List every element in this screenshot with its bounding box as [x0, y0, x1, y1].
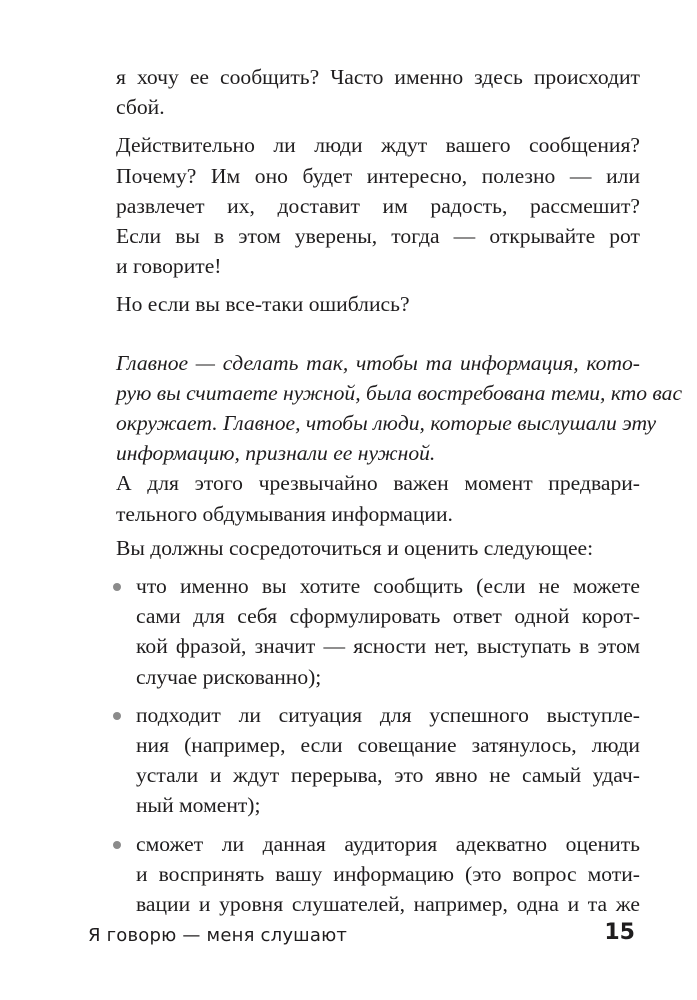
text-line: Но если вы все-таки ошиблись? — [116, 292, 410, 317]
bullet-list — [116, 571, 640, 919]
text-line: ния (например, если совещание затянулось, люди — [136, 733, 640, 758]
text-line: Действительно ли люди ждут вашего сообщения? — [116, 133, 640, 158]
paragraph — [116, 62, 640, 122]
bullet-icon — [113, 583, 121, 591]
list-item — [116, 571, 640, 692]
bullet-icon — [113, 712, 121, 720]
list-item — [116, 829, 640, 920]
text-line: случае рискованно); — [136, 664, 322, 689]
italic-emphasis-block — [116, 348, 683, 469]
text-line: окружает. Главное, чтобы люди, которые выслушали эту — [116, 411, 657, 436]
text-line: информацию, признали ее нужной. — [116, 441, 436, 466]
running-footer-title: Я говорю — меня слушают — [88, 925, 348, 946]
text-line: А для этого чрезвычайно важен момент предвари- — [116, 471, 640, 496]
text-line: что именно вы хотите сообщить (если не можете — [136, 574, 640, 599]
text-line: Почему? Им оно будет интересно, полезно — или — [116, 163, 640, 188]
bullet-icon — [113, 841, 121, 849]
text-line: рую вы считаете нужной, была востребована теми, кто вас — [116, 380, 683, 405]
text-line: вации и уровня слушателей, например, одна и та же — [136, 892, 640, 917]
book-page — [116, 62, 683, 919]
text-line: сами для себя сформулировать ответ одной корот- — [136, 604, 640, 629]
text-line: Главное — сделать так, чтобы та информация, кото- — [116, 350, 640, 375]
text-line: сможет ли данная аудитория адекватно оценить — [136, 831, 640, 856]
text-line: подходит ли ситуация для успешного выступле- — [136, 702, 640, 727]
text-line: ный момент); — [136, 793, 261, 818]
text-line: и говорите! — [116, 254, 222, 279]
paragraph — [116, 289, 640, 319]
text-line: Если вы в этом уверены, тогда — открывайте рот — [116, 224, 640, 249]
text-line: и воспринять вашу информацию (это вопрос моти- — [136, 861, 640, 886]
paragraph — [116, 533, 640, 563]
text-line: сбой. — [116, 95, 165, 120]
text-line: развлечет их, доставит им радость, рассмешит? — [116, 193, 640, 218]
list-item — [116, 700, 640, 821]
text-line: Вы должны сосредоточиться и оценить следующее: — [116, 535, 594, 560]
paragraph — [116, 468, 640, 528]
text-line: устали и ждут перерыва, это явно не самый удач- — [136, 763, 640, 788]
text-line: кой фразой, значит — ясности нет, выступать в этом — [136, 634, 640, 659]
text-line: я хочу ее сообщить? Часто именно здесь происходит — [116, 65, 640, 89]
text-line: тельного обдумывания информации. — [116, 501, 453, 526]
page-number: 15 — [604, 920, 635, 945]
paragraph — [116, 130, 640, 281]
